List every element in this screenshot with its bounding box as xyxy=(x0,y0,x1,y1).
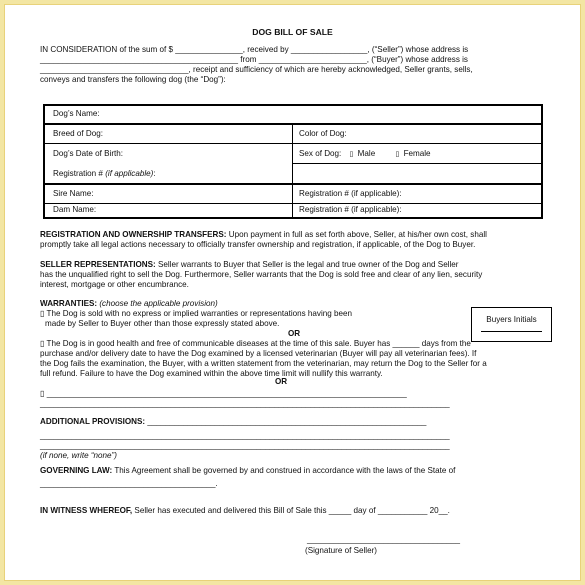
buyers-initials-box[interactable] xyxy=(471,307,552,342)
table-row-divider xyxy=(45,203,541,204)
additional-blank-1[interactable]: ______________________________________________________________ xyxy=(145,417,427,426)
registration-text: Registration # xyxy=(53,169,103,178)
witness-text: Seller has executed and delivered this Bill of Sale this _____ day of ___________ 20__. xyxy=(132,506,450,515)
female-label: Female xyxy=(403,149,431,158)
signature-line[interactable]: __________________________________ xyxy=(307,535,461,544)
female-checkbox[interactable]: ▯ xyxy=(395,151,400,158)
governing-state-blank[interactable]: _______________________________________. xyxy=(40,479,218,488)
governing-heading: GOVERNING LAW: xyxy=(40,466,113,475)
sex-field xyxy=(299,149,431,160)
warranty-option-3-line-1[interactable]: ▯ ________________________________________________________________________________ xyxy=(40,389,407,398)
warranty-or-2: OR xyxy=(275,377,288,386)
warranty-option-2-line-1[interactable]: ▯ The Dog is in good health and free of communicable diseases at the time of this sale. Buyer has ______ days from the xyxy=(40,339,471,348)
additional-line-2[interactable]: ___________________________________________________________________________________________ xyxy=(40,431,450,440)
breed-label: Breed of Dog: xyxy=(53,129,103,138)
registration-note: (if applicable) xyxy=(105,169,154,178)
additional-heading: ADDITIONAL PROVISIONS: xyxy=(40,417,146,426)
dog-details-table xyxy=(43,104,543,219)
buyers-initials-label: Buyers Initials xyxy=(486,315,537,324)
warranty-option-2-line-2: purchase and/or delivery date to have the Dog examined by a licensed veterinarian (Buyer will pay all veterinarian fees). If xyxy=(40,349,477,358)
table-row-divider xyxy=(45,143,541,144)
intro-line-3: _________________________________, receipt and sufficiency of which are hereby acknowledged, Seller grants, sells, xyxy=(40,65,473,74)
reg-transfers-line-1 xyxy=(40,230,487,240)
seller-reps-line-1 xyxy=(40,260,459,270)
warranty-option-1-line-2: made by Seller to Buyer other than those expressly stated above. xyxy=(45,319,280,328)
document-title: DOG BILL OF SALE xyxy=(252,27,333,37)
buyers-initials-line xyxy=(481,331,542,332)
intro-line-1: IN CONSIDERATION of the sum of $ _______________, received by _________________, (“Seller”) whose address is xyxy=(40,45,469,54)
reg-transfers-text: Upon payment in full as set forth above, Seller, at his/her own cost, shall xyxy=(226,230,487,239)
table-row-divider xyxy=(45,183,541,185)
warranties-heading: WARRANTIES: xyxy=(40,299,98,308)
warranty-option-2-line-4: full refund. Failure to have the Dog examined within the above time limit will nullify this warranty. xyxy=(40,369,383,378)
color-label: Color of Dog: xyxy=(299,129,347,138)
additional-line-1 xyxy=(40,417,426,427)
additional-line-3[interactable]: ___________________________________________________________________________________________ xyxy=(40,441,450,450)
dam-registration-label: Registration # (if applicable): xyxy=(299,205,402,214)
seller-reps-text: Seller warrants to Buyer that Seller is the legal and true owner of the Dog and Seller xyxy=(155,260,459,269)
witness-line xyxy=(40,506,450,516)
sire-label: Sire Name: xyxy=(53,189,94,198)
warranty-option-2-line-3: the Dog fails the examination, the Buyer, with a written statement from the veterinarian, may return the Dog to the Seller for a xyxy=(40,359,487,368)
sex-label: Sex of Dog: xyxy=(299,149,342,158)
reg-transfers-line-2: promptly take all legal actions necessary to officially transfer ownership and registration, if applicable, of the Dog to Buyer. xyxy=(40,240,476,249)
seller-reps-heading: SELLER REPRESENTATIONS: xyxy=(40,260,156,269)
intro-line-2: ____________________________________________ from ________________________, (“Buyer”) whose address is xyxy=(40,55,468,64)
registration-label-visible xyxy=(53,169,156,179)
registration-row-right-mask xyxy=(293,164,541,183)
warranty-option-3-line-2: ___________________________________________________________________________________________ xyxy=(40,399,450,408)
reg-transfers-heading: REGISTRATION AND OWNERSHIP TRANSFERS: xyxy=(40,230,227,239)
warranty-option-1-line-1[interactable]: ▯ The Dog is sold with no express or implied warranties or representations having been xyxy=(40,309,353,318)
bill-of-sale xyxy=(5,5,580,580)
dob-label: Dog’s Date of Birth: xyxy=(53,149,124,158)
dogs-name-label: Dog’s Name: xyxy=(53,109,100,118)
registration-colon: : xyxy=(153,169,156,178)
seller-reps-line-2: has the unqualified right to sell the Dog. Furthermore, Seller warrants that the Dog is sold free and clear of any lien, security xyxy=(40,270,483,279)
governing-line-1 xyxy=(40,466,455,476)
warranty-or-1: OR xyxy=(288,329,301,338)
male-checkbox[interactable]: ▯ xyxy=(349,151,354,158)
signature-label: (Signature of Seller) xyxy=(305,546,377,555)
male-label: Male xyxy=(357,149,376,158)
intro-line-4: conveys and transfers the following dog (the “Dog”): xyxy=(40,75,226,84)
warranties-heading-line xyxy=(40,299,218,309)
sire-registration-label: Registration # (if applicable): xyxy=(299,189,402,198)
dam-label: Dam Name: xyxy=(53,205,97,214)
document-page xyxy=(5,5,580,580)
governing-text: This Agreement shall be governed by and construed in accordance with the laws of the State of xyxy=(112,466,456,475)
seller-reps-line-3: interest, mortgage or other encumbrance. xyxy=(40,280,189,289)
table-row-divider xyxy=(45,123,541,125)
additional-note: (if none, write “none”) xyxy=(40,451,117,460)
warranties-note: (choose the applicable provision) xyxy=(97,299,218,308)
witness-heading: IN WITNESS WHEREOF, xyxy=(40,506,133,515)
